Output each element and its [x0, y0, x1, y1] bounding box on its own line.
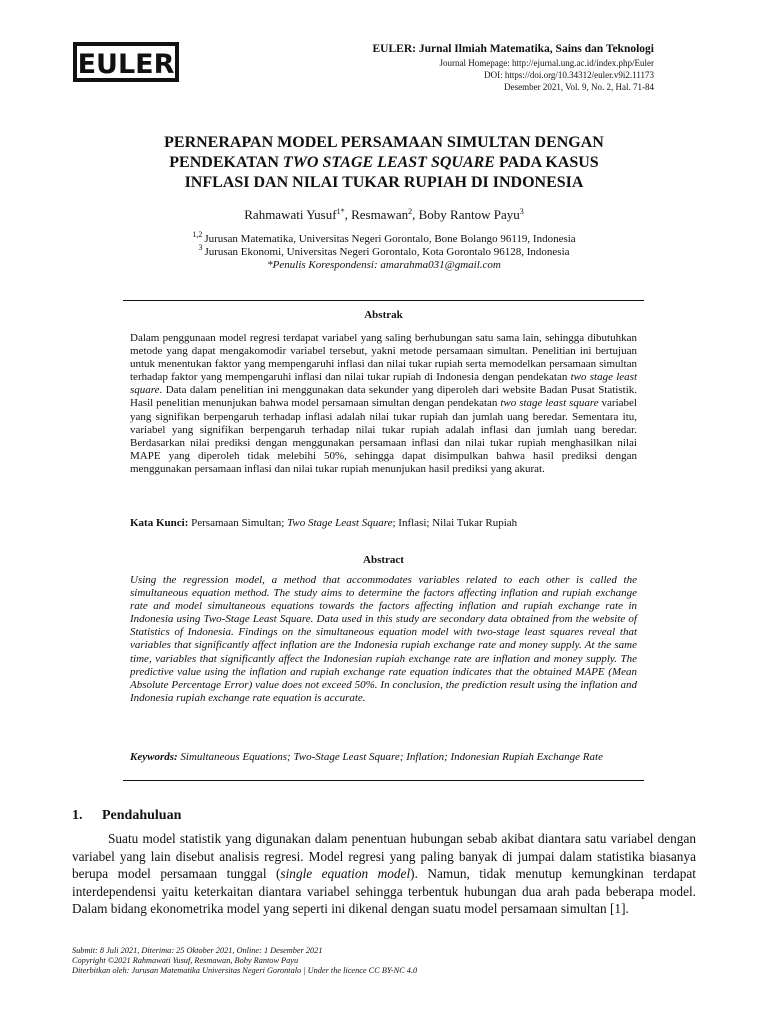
author-list: [120, 207, 648, 223]
euler-logo: [73, 42, 179, 82]
title-line-2: [110, 153, 658, 173]
footer-publisher: Diterbitkan oleh: Jurusan Matematika Universitas Negeri Gorontalo | Under the licence CC BY-NC 4.0: [72, 966, 418, 975]
abstrak-italic-1: two stage least square: [130, 371, 638, 397]
section-number: 1.: [72, 808, 83, 823]
paragraph-italic: single equation model: [280, 866, 411, 882]
abstrak-text: [130, 332, 637, 476]
abstrak-italic-2: two stage least square: [500, 397, 599, 410]
corresponding-author: *Penulis Korespondensi: amarahma031@gmail.com: [267, 259, 501, 271]
keywords-label: Keywords:: [130, 751, 178, 763]
title-line-2c: PADA KASUS: [494, 154, 599, 171]
journal-homepage[interactable]: Journal Homepage: http://ejurnal.ung.ac.id/index.php/Euler: [439, 58, 654, 68]
kata-kunci-3: ; Inflasi; Nilai Tukar Rupiah: [392, 517, 518, 529]
footer-copyright: Copyright ©2021 Rahmawati Yusuf, Resmawan, Boby Rantow Payu: [72, 956, 299, 965]
title-line-3: INFLASI DAN NILAI TUKAR RUPIAH DI INDONESIA: [184, 174, 584, 191]
page-footer: [72, 946, 696, 976]
journal-name: EULER: Jurnal Ilmiah Matematika, Sains dan Teknologi: [372, 43, 654, 55]
journal-doi[interactable]: DOI: https://doi.org/10.34312/euler.v9i2.11173: [484, 70, 654, 80]
author-1: Rahmawati Yusuf: [244, 207, 337, 222]
abstract-heading: Abstract: [363, 554, 404, 566]
author-3: , Boby Rantow Payu: [412, 207, 520, 222]
affiliation-1-sup: 1,2: [192, 230, 205, 239]
divider-bottom: [123, 780, 644, 781]
divider-top: [123, 300, 644, 301]
keywords: [130, 751, 637, 764]
kata-kunci-1: Persamaan Simultan;: [188, 517, 288, 529]
paragraph-part-b: ). Namun, tidak menutup kemungkinan terdapat interdependensi yaitu keterkaitan diantara variabel sehingga terbentuk hubungan dua arah pada beberapa model. Dalam bidang ekonometrika model yang seperti ini dikenal dengan suatu model persamaan simultan [1].: [72, 866, 696, 917]
keywords-text: Simultaneous Equations; Two-Stage Least Square; Inflation; Indonesian Rupiah Exchange Rate: [177, 751, 603, 763]
journal-header: [234, 42, 654, 93]
title-line-1: PERNERAPAN MODEL PERSAMAAN SIMULTAN DENGAN: [164, 134, 604, 151]
paragraph-part-a: Suatu model statistik yang digunakan dalam penentuan hubungan sebab akibat diantara satu variabel dengan variabel yang lain disebut analisis regresi. Model regresi yang paling banyak di jumpai dalam statistika biasanya berupa model persamaan tunggal (: [72, 831, 696, 882]
abstrak-heading: Abstrak: [364, 309, 403, 321]
abstrak-part-1: Dalam penggunaan model regresi terdapat variabel yang saling berhubungan satu sama lain, sehingga dibutuhkan metode yang dapat mengakomodir variabel tersebut, yakni metode persamaan simultan. Penelitian ini bertujuan untuk menentukan faktor yang mempengaruhi inflasi dan nilai tukar rupiah serta memodelkan persamaan simultan terhadap faktor yang mempengaruhi inflasi dan nilai tukar rupiah di Indonesia dengan pendekatan: [130, 332, 637, 384]
affiliations: [120, 230, 648, 272]
section-heading: [72, 808, 181, 824]
section-paragraph: [72, 830, 696, 918]
kata-kunci: [130, 517, 637, 530]
affiliation-2-text: Jurusan Ekonomi, Universitas Negeri Gorontalo, Kota Gorontalo 96128, Indonesia: [204, 246, 570, 258]
kata-kunci-2: Two Stage Least Square: [287, 517, 393, 529]
logo-text: EULER: [77, 49, 175, 80]
kata-kunci-label: Kata Kunci:: [130, 517, 189, 529]
author-3-sup: 3: [519, 207, 524, 216]
title-line-2a: PENDEKATAN: [169, 154, 283, 171]
abstract-text: Using the regression model, a method that accommodates variables related to each other is called the simultaneous equation method. The study aims to determine the factors affecting inflation and rupiah exchange rate and model simultaneous equations towards the factors affecting inflation and rupiah exchange rate in Indonesia using Two-Stage Least Square. Data used in this study are secondary data obtained from the website of Statistics of Indonesia. Findings on the simultaneous equation model with two-stage least squares reveal that variables that significantly affect inflation are the Indonesia rupiah exchange rate and money supply. At the same time, variables that significantly affect the Indonesian rupiah exchange rate are inflation and money supply. The predictive value using the inflation and rupiah exchange rate equation indicates that the obtained MAPE (Mean Absolute Percentage Error) value does not exceed 50%. In conclusion, the prediction result using the inflation and Indonesia rupiah exchange rate equation is accurate.: [130, 574, 637, 704]
abstrak-part-3: variabel yang signifikan berpengaruh terhadap inflasi adalah nilai tukar rupiah dan jumlah uang beredar. Sementara itu, variabel yang signifikan berpengaruh terhadap nilai tukar rupiah adalah inflasi dan jumlah uang beredar. Berdasarkan nilai prediksi dengan menggunakan persamaan inflasi dan nilai tukar rupiah menghasilkan nilai MAPE yang diperoleh tidak melebihi 50%, sehingga dapat disimpulkan bahwa hasil prediksi dengan menggunakan persamaan inflasi dan nilai tukar rupiah menunjukan hasil prediksi yang akurat.: [130, 397, 637, 475]
abstrak-part-2: . Data dalam penelitian ini menggunakan data sekunder yang diperoleh dari website Badan Pusat Statistik. Hasil penelitian menunjukan bahwa model persamaan simultan dengan pendekatan: [130, 384, 637, 410]
affiliation-1-text: Jurusan Matematika, Universitas Negeri Gorontalo, Bone Bolango 96119, Indonesia: [204, 233, 576, 245]
journal-issue: Desember 2021, Vol. 9, No. 2, Hal. 71-84: [504, 82, 654, 92]
author-2: , Resmawan: [344, 207, 409, 222]
affiliation-2: [120, 243, 648, 259]
paper-title: [110, 133, 658, 193]
footer-dates: Submit: 8 Juli 2021, Diterima: 25 Oktober 2021, Online: 1 Desember 2021: [72, 946, 323, 955]
title-line-2b: TWO STAGE LEAST SQUARE: [282, 154, 495, 171]
section-title: Pendahuluan: [102, 808, 182, 823]
affiliation-2-sup: 3: [198, 243, 205, 252]
author-1-sup: 1*: [336, 207, 345, 216]
author-2-sup: 2: [408, 207, 413, 216]
